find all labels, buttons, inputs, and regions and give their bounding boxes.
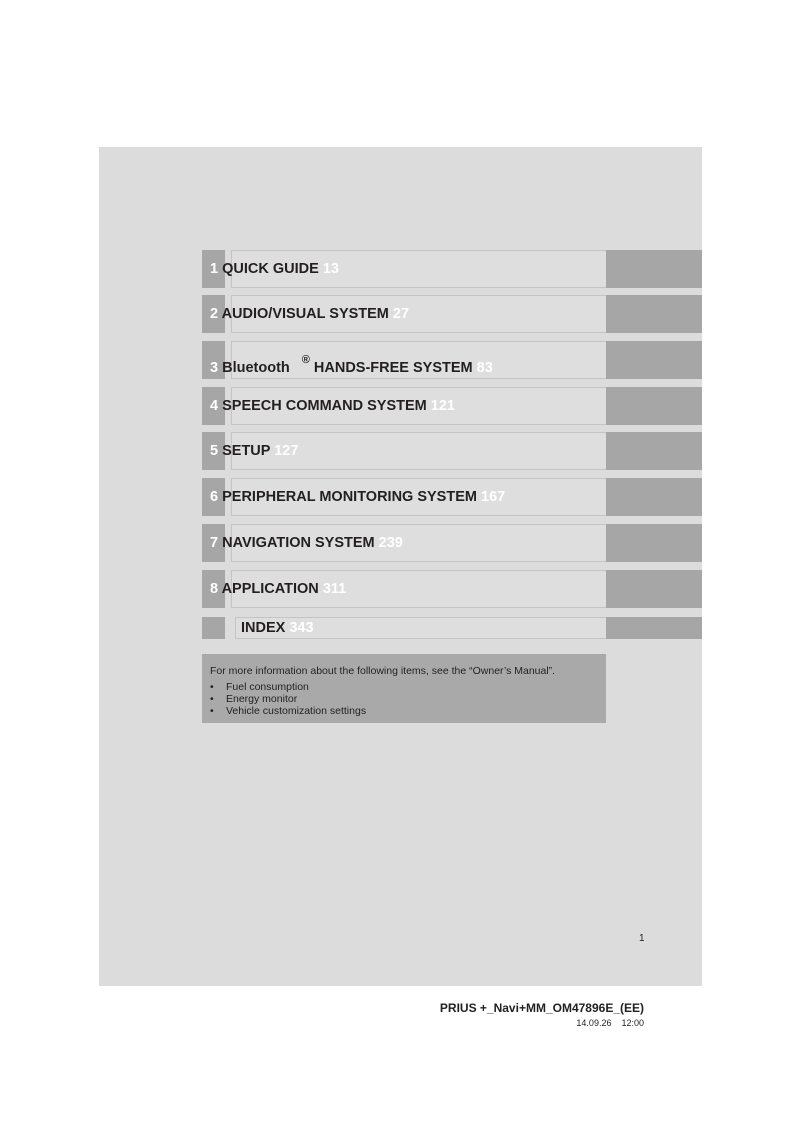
toc-item-navigation-system[interactable]: [202, 524, 702, 562]
chapter-edge-tab: [606, 295, 702, 333]
info-box: [202, 654, 606, 723]
bullet: •: [210, 693, 214, 705]
print-time: 12:00: [621, 1018, 644, 1028]
chapter-label: 7 NAVIGATION SYSTEM 239: [210, 535, 403, 551]
chapter-edge-tab: [606, 432, 702, 470]
chapter-page: 121: [430, 398, 455, 414]
bullet: •: [210, 705, 214, 717]
list-item: • Vehicle customization settings: [210, 705, 367, 717]
toc-item-bluetooth-hands-free-system[interactable]: [202, 341, 702, 379]
chapter-edge-tab: [606, 617, 702, 639]
info-list: [210, 681, 366, 717]
toc-item-audio-visual-system[interactable]: [202, 295, 702, 333]
chapter-edge-tab: [606, 570, 702, 608]
list-item: • Energy monitor: [210, 693, 298, 705]
chapter-edge-tab: [606, 478, 702, 516]
toc-item-setup[interactable]: [202, 432, 702, 470]
toc-item-quick-guide[interactable]: [202, 250, 702, 288]
chapter-label: 5 SETUP 127: [210, 443, 299, 459]
chapter-page: 167: [481, 489, 506, 505]
bullet: •: [210, 681, 214, 693]
chapter-label: 6 PERIPHERAL MONITORING SYSTEM 167: [210, 489, 506, 505]
chapter-edge-tab: [606, 387, 702, 425]
info-intro: For more information about the following items, see the “Owner’s Manual”.: [210, 665, 556, 677]
chapter-edge-tab: [606, 250, 702, 288]
print-date: 14.09.26: [576, 1018, 612, 1028]
chapter-label: 2 AUDIO/VISUAL SYSTEM 27: [210, 306, 410, 322]
chapter-page: 13: [322, 261, 339, 277]
chapter-label: 4 SPEECH COMMAND SYSTEM 121: [210, 398, 455, 414]
chapter-label: 1 QUICK GUIDE 13: [210, 261, 339, 277]
chapter-page: 311: [322, 581, 347, 597]
chapter-label: 3 Bluetooth ® HANDS-FREE SYSTEM 83: [210, 354, 493, 376]
toc-item-index[interactable]: [202, 617, 702, 639]
document-code: PRIUS +_Navi+MM_OM47896E_(EE): [439, 1001, 644, 1015]
chapter-page: 239: [378, 535, 403, 551]
chapter-label: 8 APPLICATION 311: [210, 581, 347, 597]
print-stamp: [576, 1018, 644, 1028]
toc-item-peripheral-monitoring-system[interactable]: [202, 478, 702, 516]
page-number: 1: [639, 933, 645, 944]
toc-item-speech-command-system[interactable]: [202, 387, 702, 425]
chapter-page: 343: [289, 620, 314, 636]
chapter-page: 83: [476, 360, 493, 376]
chapter-page: 127: [274, 443, 299, 459]
list-item: • Fuel consumption: [210, 681, 309, 693]
chapter-page: 27: [392, 306, 410, 322]
chapter-edge-tab: [606, 341, 702, 379]
registered-mark: ®: [301, 354, 310, 366]
chapter-tab: [202, 617, 225, 639]
chapter-edge-tab: [606, 524, 702, 562]
toc-item-application[interactable]: [202, 570, 702, 608]
chapter-label: INDEX 343: [241, 620, 314, 636]
